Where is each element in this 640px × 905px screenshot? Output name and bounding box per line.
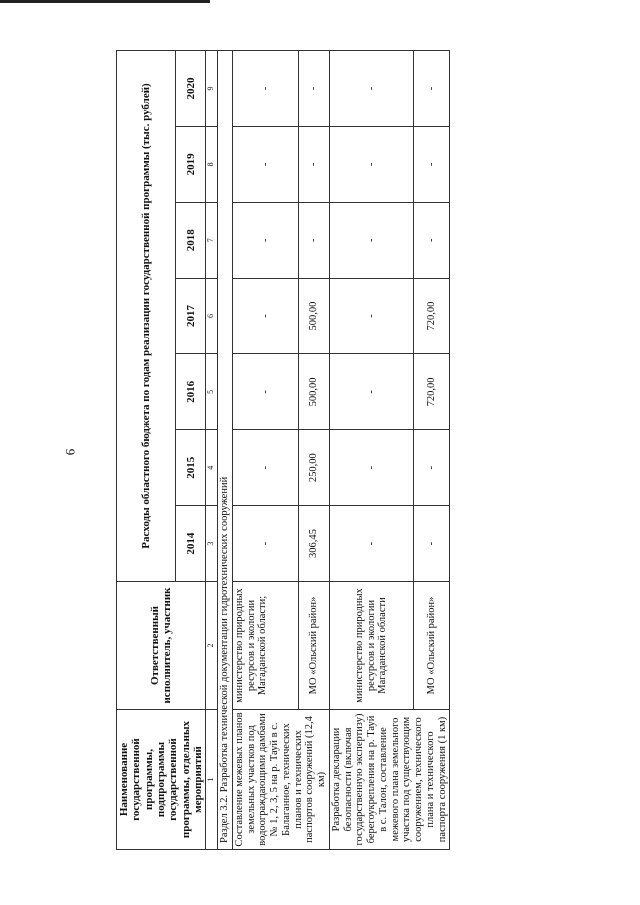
value-cell: - xyxy=(232,202,298,278)
value-cell: - xyxy=(232,51,298,127)
column-number: 6 xyxy=(206,278,218,354)
value-cell: 720,00 xyxy=(414,354,450,430)
value-cell: - xyxy=(299,202,330,278)
table-row xyxy=(232,51,298,850)
header-year: 2020 xyxy=(176,51,206,127)
value-cell: 720,00 xyxy=(414,278,450,354)
value-cell: - xyxy=(299,51,330,127)
value-cell: - xyxy=(329,354,413,430)
value-cell: - xyxy=(329,506,413,582)
value-cell: - xyxy=(232,354,298,430)
column-number: 9 xyxy=(206,51,218,127)
value-cell: - xyxy=(414,430,450,506)
value-cell: - xyxy=(414,202,450,278)
header-year: 2017 xyxy=(176,278,206,354)
column-number: 4 xyxy=(206,430,218,506)
header-year: 2015 xyxy=(176,430,206,506)
value-cell: - xyxy=(232,278,298,354)
column-number: 8 xyxy=(206,126,218,202)
value-cell: - xyxy=(414,51,450,127)
section-row xyxy=(218,51,233,850)
row-executor: министерство природных ресурсов и экологии Магаданской области xyxy=(329,582,413,710)
header-year: 2019 xyxy=(176,126,206,202)
value-cell: 500,00 xyxy=(299,278,330,354)
section-title: Раздел 3.2. Разработка технической документации гидротехнических сооружений xyxy=(218,51,233,850)
row-executor: министерство природных ресурсов и экологии Магаданской области; xyxy=(232,582,298,710)
row-name: Разработка декларации безопасности (включая государственную экспертизу) берегоукрепления на р. Тауй в с. Талон, составление межевого плана земельного участка под существующим сооружением, технического плана и технического паспорта сооружения (1 км) xyxy=(329,710,450,850)
column-number: 1 xyxy=(206,710,218,850)
budget-table xyxy=(116,50,450,850)
header-year: 2014 xyxy=(176,506,206,582)
header-row-1 xyxy=(117,51,176,850)
column-number: 2 xyxy=(206,582,218,710)
column-number-row xyxy=(206,51,218,850)
value-cell: - xyxy=(329,51,413,127)
value-cell: - xyxy=(232,126,298,202)
row-executor: МО «Ольский район» xyxy=(414,582,450,710)
header-name: Наименование государственной программы, подпрограммы государственной программы, отдельных мероприятий xyxy=(117,710,206,850)
value-cell: - xyxy=(232,506,298,582)
page-number: 9 xyxy=(63,448,78,456)
row-executor: МО «Ольский район» xyxy=(299,582,330,710)
header-year: 2016 xyxy=(176,354,206,430)
table-row xyxy=(329,51,413,850)
value-cell: - xyxy=(414,126,450,202)
top-border-line xyxy=(0,0,210,3)
rotated-table-container xyxy=(116,50,448,850)
column-number: 7 xyxy=(206,202,218,278)
value-cell: - xyxy=(329,126,413,202)
header-executor: Ответственный исполнитель, участник xyxy=(117,582,206,710)
value-cell: 306,45 xyxy=(299,506,330,582)
value-cell: 250,00 xyxy=(299,430,330,506)
value-cell: - xyxy=(329,202,413,278)
column-number: 3 xyxy=(206,506,218,582)
column-number: 5 xyxy=(206,354,218,430)
value-cell: - xyxy=(414,506,450,582)
value-cell: - xyxy=(232,430,298,506)
header-expenses: Расходы областного бюджета по годам реализации государственной программы (тыс. рублей) xyxy=(117,51,176,582)
value-cell: - xyxy=(329,430,413,506)
row-name: Составление межевых планов земельных участков под водоограждающими дамбами № 1, 2, 3, 5 на р. Тауй в с. Балаганное, технических планов и технических паспортов сооружений (12,4 км) xyxy=(232,710,329,850)
header-year: 2018 xyxy=(176,202,206,278)
value-cell: - xyxy=(329,278,413,354)
value-cell: - xyxy=(299,126,330,202)
value-cell: 500,00 xyxy=(299,354,330,430)
